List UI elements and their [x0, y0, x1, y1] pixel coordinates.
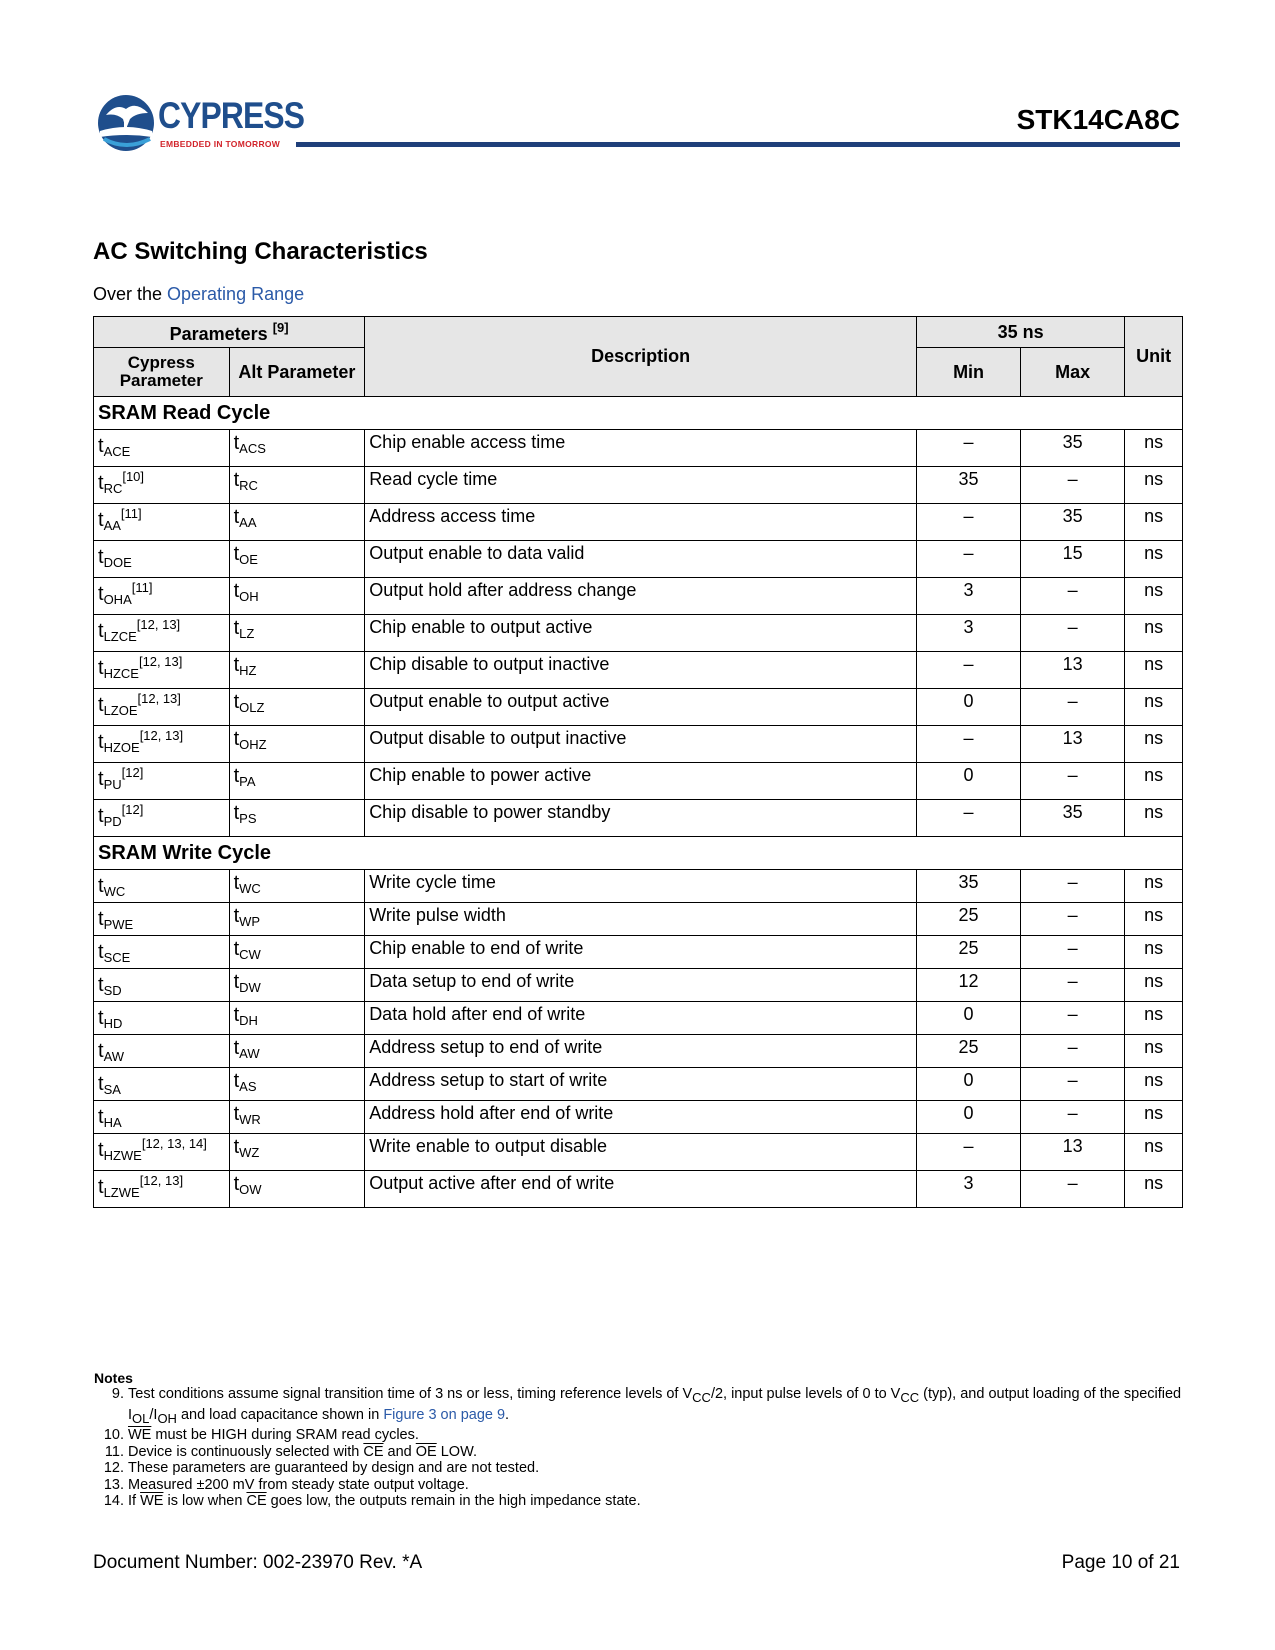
cypress-param-cell: $t_{SD}$ — [94, 969, 230, 1002]
min-cell: 3 — [917, 578, 1021, 615]
section-title: AC Switching Characteristics — [93, 238, 428, 265]
min-cell: 25 — [917, 1035, 1021, 1068]
cypress-param-cell: $t_{ACE}$ — [94, 430, 230, 467]
min-cell: 0 — [917, 1002, 1021, 1035]
cypress-param-cell: $t_{PU}[12]$ — [94, 763, 230, 800]
cypress-param-cell: $t_{PD}[12]$ — [94, 800, 230, 837]
description-cell: Output enable to output active — [365, 689, 917, 726]
min-header: Min — [917, 348, 1021, 397]
cypress-param-cell: $t_{PWE}$ — [94, 903, 230, 936]
table-row — [94, 1101, 1183, 1134]
ac-switching-table — [93, 316, 1183, 1208]
cypress-param-cell: $t_{HD}$ — [94, 1002, 230, 1035]
unit-cell: ns — [1125, 615, 1183, 652]
cypress-param-cell: $t_{SCE}$ — [94, 936, 230, 969]
min-cell: 0 — [917, 1101, 1021, 1134]
alt-param-cell: $t_{RC}$ — [229, 467, 365, 504]
table-row — [94, 936, 1183, 969]
max-cell: 13 — [1021, 652, 1125, 689]
unit-cell: ns — [1125, 1101, 1183, 1134]
alt-param-cell: $t_{ACS}$ — [229, 430, 365, 467]
description-cell: Output hold after address change — [365, 578, 917, 615]
cypress-param-cell: $t_{WC}$ — [94, 870, 230, 903]
min-cell: – — [917, 800, 1021, 837]
max-header: Max — [1021, 348, 1125, 397]
table-row — [94, 1035, 1183, 1068]
description-cell: Chip enable to end of write — [365, 936, 917, 969]
max-cell: – — [1021, 467, 1125, 504]
max-cell: 35 — [1021, 800, 1125, 837]
min-cell: – — [917, 652, 1021, 689]
min-cell: – — [917, 541, 1021, 578]
min-cell: 35 — [917, 467, 1021, 504]
min-cell: 35 — [917, 870, 1021, 903]
cypress-param-cell: $t_{SA}$ — [94, 1068, 230, 1101]
alt-param-cell: $t_{PA}$ — [229, 763, 365, 800]
note-12: 12. These parameters are guaranteed by design and are not tested. — [103, 1460, 540, 1476]
unit-cell: ns — [1125, 430, 1183, 467]
max-cell: – — [1021, 689, 1125, 726]
alt-param-cell: $t_{WC}$ — [229, 870, 365, 903]
cypress-param-cell: $t_{HZOE}[12, 13]$ — [94, 726, 230, 763]
unit-cell: ns — [1125, 969, 1183, 1002]
unit-cell: ns — [1125, 936, 1183, 969]
unit-cell: ns — [1125, 726, 1183, 763]
cypress-param-cell: $t_{RC}[10]$ — [94, 467, 230, 504]
max-cell: 35 — [1021, 504, 1125, 541]
alt-param-cell: $t_{AW}$ — [229, 1035, 365, 1068]
table-row — [94, 903, 1183, 936]
alt-param-cell: $t_{OLZ}$ — [229, 689, 365, 726]
alt-param-cell: $t_{LZ}$ — [229, 615, 365, 652]
min-cell: 0 — [917, 689, 1021, 726]
max-cell: 13 — [1021, 1134, 1125, 1171]
cypress-param-cell: $t_{DOE}$ — [94, 541, 230, 578]
unit-cell: ns — [1125, 1134, 1183, 1171]
header-rule — [296, 142, 1180, 147]
alt-param-cell: $t_{AA}$ — [229, 504, 365, 541]
description-cell: Output disable to output inactive — [365, 726, 917, 763]
cypress-param-cell: $t_{HA}$ — [94, 1101, 230, 1134]
note-11: 11. Device is continuously selected with $\overline{CE}$ and $\overline{OE}$ LOW. — [104, 1443, 477, 1460]
min-cell: 12 — [917, 969, 1021, 1002]
max-cell: 35 — [1021, 430, 1125, 467]
min-cell: 25 — [917, 936, 1021, 969]
unit-cell: ns — [1125, 1171, 1183, 1208]
min-cell: 3 — [917, 1171, 1021, 1208]
min-cell: – — [917, 726, 1021, 763]
alt-param-cell: $t_{WR}$ — [229, 1101, 365, 1134]
subtitle — [93, 284, 304, 305]
write-cycle-section: SRAM Write Cycle — [94, 837, 1183, 870]
cypress-param-cell: $t_{AW}$ — [94, 1035, 230, 1068]
unit-cell: ns — [1125, 870, 1183, 903]
cypress-param-header: Cypress Parameter — [94, 348, 230, 397]
description-cell: Write cycle time — [365, 870, 917, 903]
unit-cell: ns — [1125, 763, 1183, 800]
notes-title: Notes — [94, 1370, 133, 1386]
unit-cell: ns — [1125, 578, 1183, 615]
read-cycle-section: SRAM Read Cycle — [94, 397, 1183, 430]
alt-param-cell: $t_{DW}$ — [229, 969, 365, 1002]
min-cell: – — [917, 430, 1021, 467]
description-cell: Data hold after end of write — [365, 1002, 917, 1035]
max-cell: – — [1021, 578, 1125, 615]
table-row — [94, 1171, 1183, 1208]
document-number: Document Number: 002-23970 Rev. *A — [93, 1552, 423, 1573]
table-row — [94, 969, 1183, 1002]
figure-3-link[interactable]: Figure 3 on page 9 — [383, 1406, 506, 1423]
description-cell: Address hold after end of write — [365, 1101, 917, 1134]
description-cell: Address access time — [365, 504, 917, 541]
note-14: 14. If $\overline{WE}$ is low when $\overline{CE}$ goes low, the outputs remain in the high impedance state. — [103, 1493, 641, 1509]
description-cell: Address setup to start of write — [365, 1068, 917, 1101]
table-row — [94, 689, 1183, 726]
min-cell: 25 — [917, 903, 1021, 936]
max-cell: – — [1021, 1101, 1125, 1134]
max-cell: – — [1021, 1171, 1125, 1208]
description-cell: Address setup to end of write — [365, 1035, 917, 1068]
max-cell: 15 — [1021, 541, 1125, 578]
description-cell: Chip enable access time — [365, 430, 917, 467]
alt-param-cell: $t_{WZ}$ — [229, 1134, 365, 1171]
table-row — [94, 763, 1183, 800]
max-cell: – — [1021, 615, 1125, 652]
max-cell: – — [1021, 936, 1125, 969]
operating-range-link[interactable]: Operating Range — [167, 284, 305, 304]
brand-tagline: EMBEDDED IN TOMORROW — [160, 139, 281, 149]
max-cell: – — [1021, 1035, 1125, 1068]
max-cell: – — [1021, 763, 1125, 800]
document-title: STK14CA8C — [1016, 104, 1180, 135]
table-row — [94, 541, 1183, 578]
alt-param-cell: $t_{HZ}$ — [229, 652, 365, 689]
unit-cell: ns — [1125, 1035, 1183, 1068]
unit-cell: ns — [1125, 903, 1183, 936]
alt-param-header: Alt Parameter — [229, 348, 365, 397]
table-row — [94, 870, 1183, 903]
table-row — [94, 800, 1183, 837]
description-cell: Data setup to end of write — [365, 969, 917, 1002]
table-row — [94, 1068, 1183, 1101]
alt-param-cell: $t_{WP}$ — [229, 903, 365, 936]
cypress-param-cell: $t_{HZCE}[12, 13]$ — [94, 652, 230, 689]
description-cell: Write enable to output disable — [365, 1134, 917, 1171]
brand-name: CYPRESS — [158, 95, 305, 136]
table-row — [94, 652, 1183, 689]
min-cell: 0 — [917, 763, 1021, 800]
table-row — [94, 578, 1183, 615]
alt-param-cell: $t_{DH}$ — [229, 1002, 365, 1035]
max-cell: – — [1021, 1068, 1125, 1101]
max-cell: – — [1021, 870, 1125, 903]
min-cell: – — [917, 504, 1021, 541]
table-row — [94, 1002, 1183, 1035]
unit-cell: ns — [1125, 652, 1183, 689]
subtitle-prefix: Over the — [93, 284, 168, 304]
description-cell: Chip disable to output inactive — [365, 652, 917, 689]
unit-cell: ns — [1125, 504, 1183, 541]
description-cell: Read cycle time — [365, 467, 917, 504]
description-cell: Chip enable to power active — [365, 763, 917, 800]
cypress-param-cell: $t_{HZWE}[12, 13, 14]$ — [94, 1134, 230, 1171]
unit-header: Unit — [1125, 317, 1183, 397]
unit-cell: ns — [1125, 1002, 1183, 1035]
max-cell: – — [1021, 969, 1125, 1002]
unit-cell: ns — [1125, 689, 1183, 726]
unit-cell: ns — [1125, 541, 1183, 578]
min-cell: 0 — [917, 1068, 1021, 1101]
table-row — [94, 1134, 1183, 1171]
alt-param-cell: $t_{AS}$ — [229, 1068, 365, 1101]
cypress-tree-icon — [96, 93, 158, 153]
table-row — [94, 467, 1183, 504]
table-row — [94, 430, 1183, 467]
description-header: Description — [365, 317, 917, 397]
description-cell: Chip disable to power standby — [365, 800, 917, 837]
description-cell: Write pulse width — [365, 903, 917, 936]
max-cell: – — [1021, 1002, 1125, 1035]
alt-param-cell: $t_{CW}$ — [229, 936, 365, 969]
max-cell: – — [1021, 903, 1125, 936]
table-row — [94, 504, 1183, 541]
alt-param-cell: $t_{OHZ}$ — [229, 726, 365, 763]
page-number: Page 10 of 21 — [1061, 1552, 1180, 1573]
note-9: 9. Test conditions assume signal transition time of 3 ns or less, timing reference levels of $V_{CC}/2$, input pulse levels of 0 to $V_{CC}$ (typ), and output loading of the specified $I_{OL}/I_{OH}$ and load capacitance shown in Figure 3 on page 9. — [111, 1386, 1182, 1426]
unit-cell: ns — [1125, 1068, 1183, 1101]
note-10: 10. $\overline{WE}$ must be HIGH during SRAM read cycles. — [103, 1427, 419, 1443]
description-cell: Output active after end of write — [365, 1171, 917, 1208]
unit-cell: ns — [1125, 467, 1183, 504]
notes — [94, 1370, 1184, 1510]
cypress-logo — [96, 93, 305, 155]
unit-cell: ns — [1125, 800, 1183, 837]
alt-param-cell: $t_{OH}$ — [229, 578, 365, 615]
speed-header: 35 ns — [917, 317, 1125, 348]
table-row — [94, 615, 1183, 652]
cypress-param-cell: $t_{OHA}[11]$ — [94, 578, 230, 615]
cypress-param-cell: $t_{LZCE}[12, 13]$ — [94, 615, 230, 652]
description-cell: Output enable to data valid — [365, 541, 917, 578]
description-cell: Chip enable to output active — [365, 615, 917, 652]
max-cell: 13 — [1021, 726, 1125, 763]
cypress-param-cell: $t_{LZWE}[12, 13]$ — [94, 1171, 230, 1208]
note-13: 13. Measured ±200 mV from steady state output voltage. — [103, 1476, 469, 1493]
alt-param-cell: $t_{OW}$ — [229, 1171, 365, 1208]
alt-param-cell: $t_{PS}$ — [229, 800, 365, 837]
parameters-header: Parameters [9] — [94, 317, 365, 348]
min-cell: 3 — [917, 615, 1021, 652]
min-cell: – — [917, 1134, 1021, 1171]
table-row — [94, 726, 1183, 763]
cypress-param-cell: $t_{LZOE}[12, 13]$ — [94, 689, 230, 726]
cypress-param-cell: $t_{AA}[11]$ — [94, 504, 230, 541]
alt-param-cell: $t_{OE}$ — [229, 541, 365, 578]
